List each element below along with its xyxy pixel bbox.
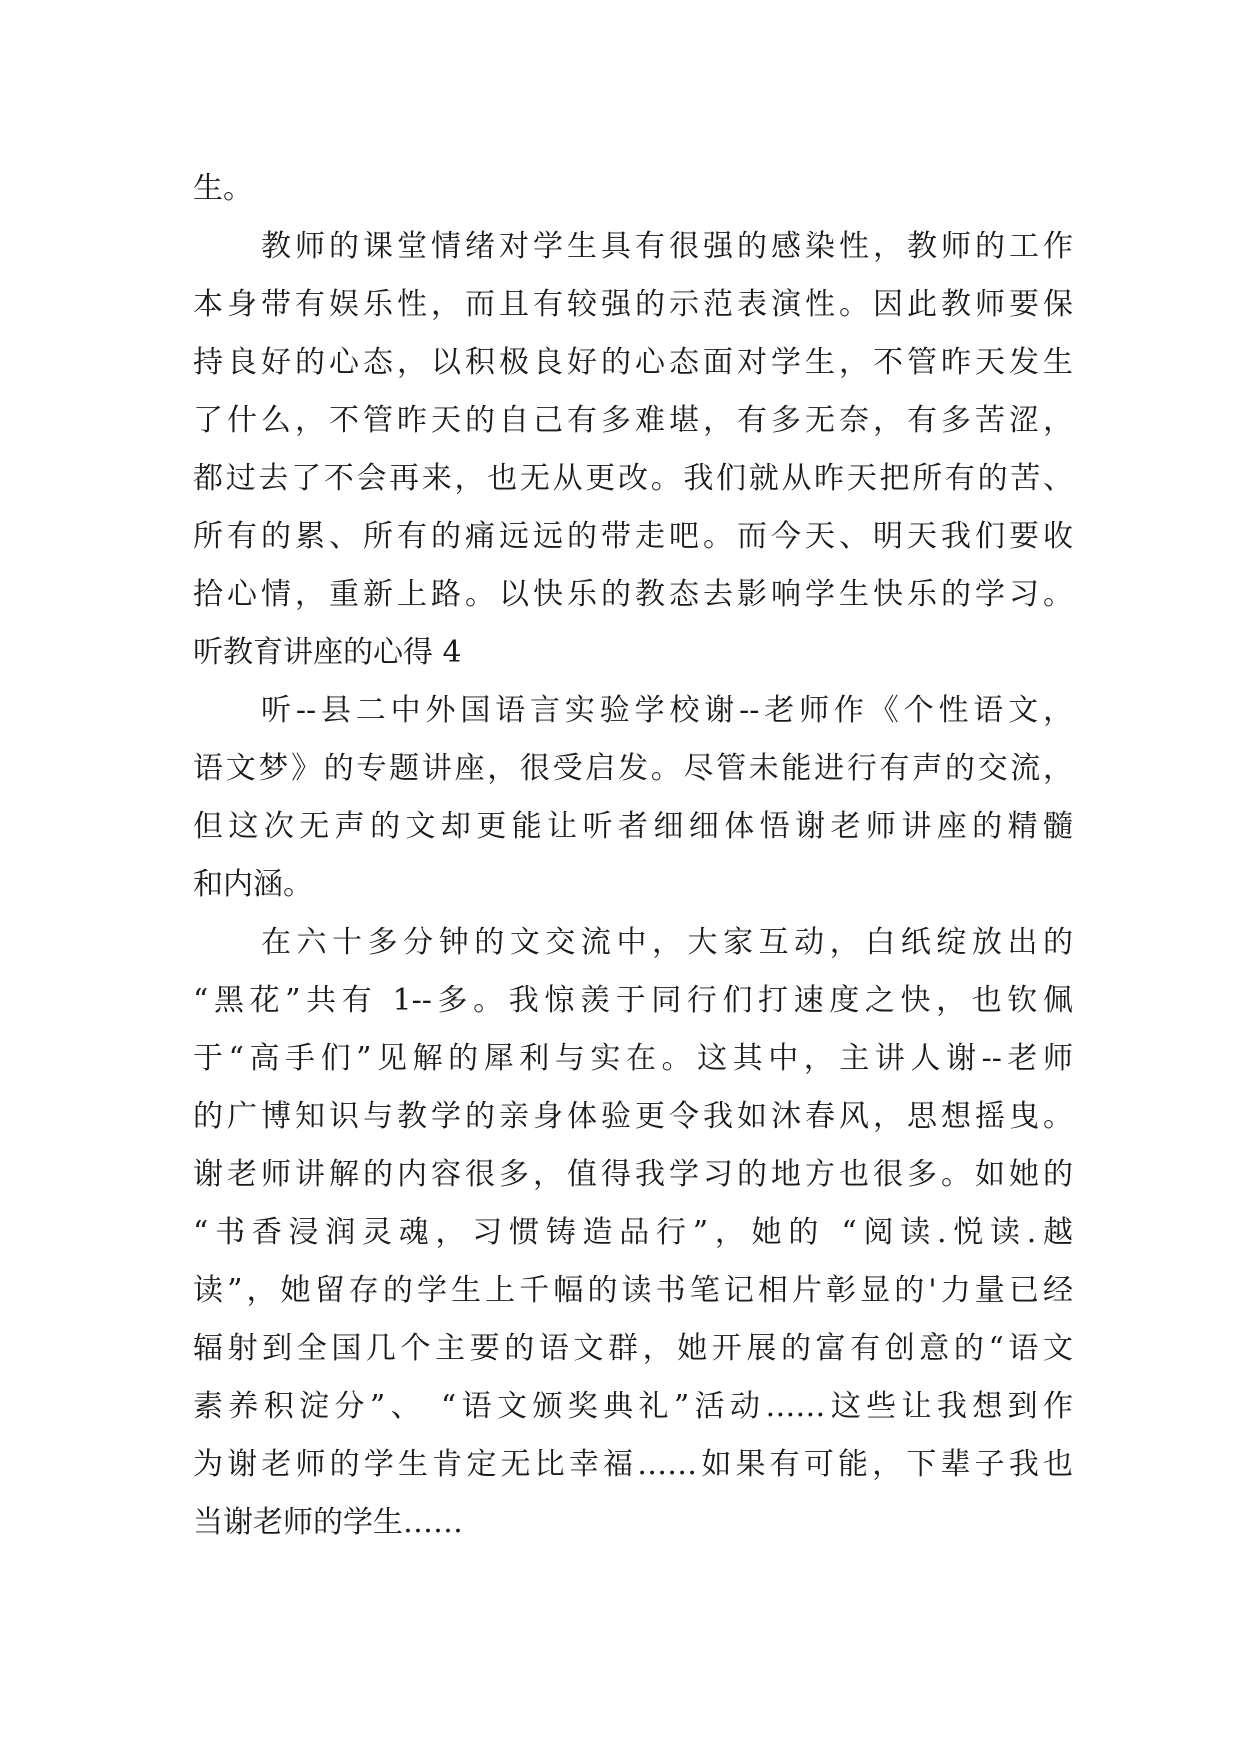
text-line: “黑花”共有 1--多。我惊羡于同行们打速度之快，也钦佩 xyxy=(193,983,1073,1018)
document-body xyxy=(193,160,1073,1552)
text-line: 谢老师讲解的内容很多，值得我学习的地方也很多。如她的 xyxy=(193,1157,1073,1192)
text-line: 听教育讲座的心得 4 xyxy=(193,635,462,670)
text-line: 当谢老师的学生…… xyxy=(193,1505,463,1540)
text-line: “书香浸润灵魂，习惯铸造品行”，她的 “阅读.悦读.越 xyxy=(193,1215,1073,1250)
text-line: 教师的课堂情绪对学生具有很强的感染性，教师的工作 xyxy=(261,229,1073,264)
text-line: 所有的累、所有的痛远远的带走吧。而今天、明天我们要收 xyxy=(193,519,1073,554)
text-line: 素养积淀分”、 “语文颁奖典礼”活动……这些让我想到作 xyxy=(193,1389,1073,1424)
text-line: 持良好的心态，以积极良好的心态面对学生，不管昨天发生 xyxy=(193,345,1073,380)
text-line: 辐射到全国几个主要的语文群，她开展的富有创意的“语文 xyxy=(193,1331,1073,1366)
text-line: 在六十多分钟的文交流中，大家互动，白纸绽放出的 xyxy=(261,925,1073,960)
text-line: 生。 xyxy=(193,171,253,206)
text-line: 的广博知识与教学的亲身体验更令我如沐春风，思想摇曳。 xyxy=(193,1099,1073,1134)
text-line: 都过去了不会再来，也无从更改。我们就从昨天把所有的苦、 xyxy=(193,461,1073,496)
text-line: 听--县二中外国语言实验学校谢--老师作《个性语文， xyxy=(261,693,1073,728)
text-line: 了什么，不管昨天的自己有多难堪，有多无奈，有多苦涩， xyxy=(193,403,1073,438)
text-line: 读”，她留存的学生上千幅的读书笔记相片彰显的'力量已经 xyxy=(193,1273,1073,1308)
text-line: 拾心情，重新上路。以快乐的教态去影响学生快乐的学习。 xyxy=(193,577,1073,612)
text-line: 于“高手们”见解的犀利与实在。这其中，主讲人谢--老师 xyxy=(193,1041,1073,1076)
text-line: 为谢老师的学生肯定无比幸福……如果有可能，下辈子我也 xyxy=(193,1447,1073,1482)
text-line: 但这次无声的文却更能让听者细细体悟谢老师讲座的精髓 xyxy=(193,809,1073,844)
text-line: 本身带有娱乐性，而且有较强的示范表演性。因此教师要保 xyxy=(193,287,1073,322)
text-line: 和内涵。 xyxy=(193,867,313,902)
text-line: 语文梦》的专题讲座，很受启发。尽管未能进行有声的交流， xyxy=(193,751,1073,786)
